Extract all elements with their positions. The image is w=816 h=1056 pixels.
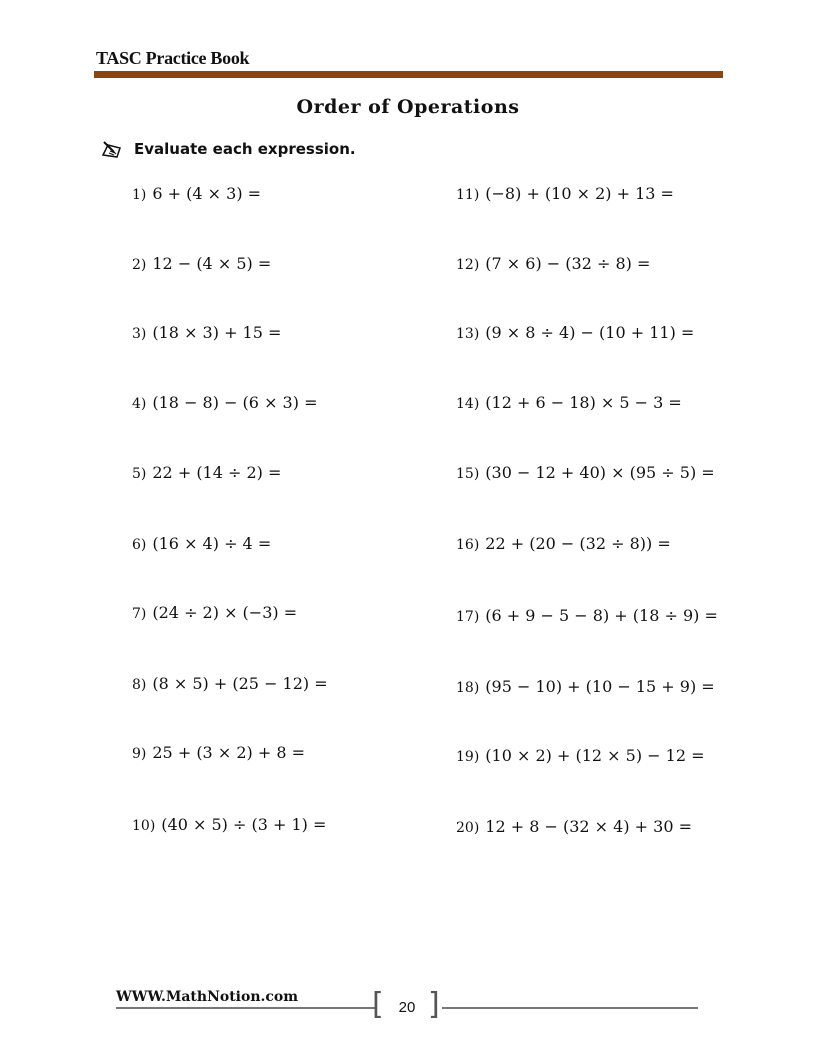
- footer-rule-left: [116, 1007, 376, 1009]
- problem-20: [456, 817, 692, 836]
- problem-number: 11): [456, 187, 480, 203]
- problem-number: 5): [132, 466, 147, 482]
- problem-number: 7): [132, 606, 147, 622]
- problem-number: 20): [456, 820, 480, 836]
- problem-5: [132, 463, 281, 482]
- problem-expression: 22 + (14 ÷ 2) =: [152, 463, 282, 482]
- problem-19: [456, 746, 705, 765]
- problem-15: [456, 463, 715, 482]
- problem-expression: (−8) + (10 × 2) + 13 =: [485, 184, 674, 203]
- page-title: Order of Operations: [296, 96, 520, 118]
- problem-expression: (24 ÷ 2) × (−3) =: [152, 603, 298, 622]
- problem-7: [132, 603, 297, 622]
- problem-number: 10): [132, 818, 156, 834]
- problem-expression: 12 + 8 − (32 × 4) + 30 =: [485, 817, 693, 836]
- problem-number: 3): [132, 326, 147, 342]
- problem-number: 1): [132, 187, 147, 203]
- book-title: TASC Practice Book: [96, 48, 250, 68]
- problem-number: 13): [456, 326, 480, 342]
- problem-number: 15): [456, 466, 480, 482]
- instruction-text: Evaluate each expression.: [134, 140, 356, 158]
- problem-number: 17): [456, 609, 480, 625]
- problem-4: [132, 393, 317, 412]
- instruction: [100, 139, 356, 159]
- right-bracket-icon: ]: [428, 987, 440, 1022]
- problem-expression: 25 + (3 × 2) + 8 =: [152, 743, 305, 762]
- problem-number: 4): [132, 396, 147, 412]
- problem-9: [132, 743, 305, 762]
- problem-14: [456, 393, 682, 412]
- problem-17: [456, 606, 718, 625]
- problem-number: 18): [456, 680, 480, 696]
- problem-12: [456, 254, 650, 273]
- problem-expression: (18 × 3) + 15 =: [152, 323, 282, 342]
- pencil-paper-icon: [100, 139, 126, 159]
- problem-number: 6): [132, 537, 147, 553]
- problem-expression: (9 × 8 ÷ 4) − (10 + 11) =: [485, 323, 695, 342]
- problem-8: [132, 674, 328, 693]
- problem-expression: (95 − 10) + (10 − 15 + 9) =: [485, 677, 715, 696]
- problem-3: [132, 323, 281, 342]
- footer-url: WWW.MathNotion.com: [116, 989, 299, 1005]
- problem-expression: (8 × 5) + (25 − 12) =: [152, 674, 328, 693]
- problem-expression: (7 × 6) − (32 ÷ 8) =: [485, 254, 651, 273]
- problem-2: [132, 254, 271, 273]
- problem-10: [132, 815, 326, 834]
- problem-16: [456, 534, 671, 553]
- problem-expression: 12 − (4 × 5) =: [152, 254, 272, 273]
- problem-number: 14): [456, 396, 480, 412]
- left-bracket-icon: [: [372, 987, 384, 1022]
- page-number: 20: [398, 999, 416, 1016]
- problem-expression: 6 + (4 × 3) =: [152, 184, 262, 203]
- problem-13: [456, 323, 694, 342]
- problem-18: [456, 677, 715, 696]
- problem-number: 19): [456, 749, 480, 765]
- problem-number: 12): [456, 257, 480, 273]
- problem-expression: (30 − 12 + 40) × (95 ÷ 5) =: [485, 463, 715, 482]
- problem-expression: (12 + 6 − 18) × 5 − 3 =: [485, 393, 682, 412]
- problem-number: 2): [132, 257, 147, 273]
- header-rule: [94, 71, 723, 78]
- footer-rule-right: [442, 1007, 698, 1009]
- problem-expression: (16 × 4) ÷ 4 =: [152, 534, 272, 553]
- problem-6: [132, 534, 271, 553]
- problem-expression: (40 × 5) ÷ (3 + 1) =: [161, 815, 327, 834]
- problem-expression: (6 + 9 − 5 − 8) + (18 ÷ 9) =: [485, 606, 718, 625]
- problem-number: 9): [132, 746, 147, 762]
- problem-number: 8): [132, 677, 147, 693]
- problem-expression: 22 + (20 − (32 ÷ 8)) =: [485, 534, 671, 553]
- problem-1: [132, 184, 261, 203]
- problem-11: [456, 184, 674, 203]
- problem-expression: (18 − 8) − (6 × 3) =: [152, 393, 318, 412]
- problem-number: 16): [456, 537, 480, 553]
- problem-expression: (10 × 2) + (12 × 5) − 12 =: [485, 746, 705, 765]
